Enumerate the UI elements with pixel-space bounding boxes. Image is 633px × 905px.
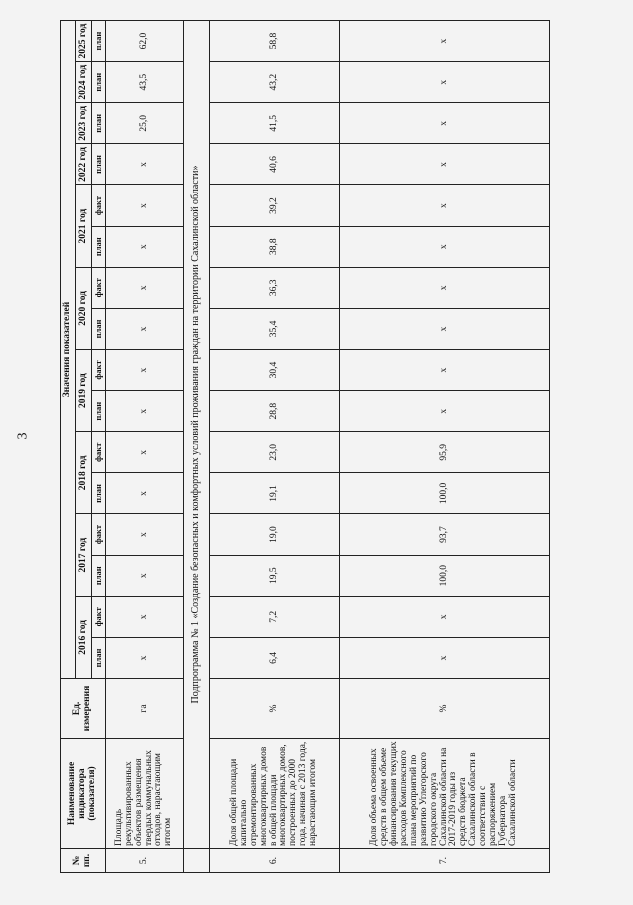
fact-2021: факт [91,185,105,226]
value-cell: х [106,555,184,596]
table-row [340,21,550,873]
fact-2018: факт [91,432,105,473]
value-cell: х [106,267,184,308]
plan-2025: план [91,21,105,62]
value-cell: 43,5 [106,62,184,103]
row-unit: % [340,679,550,739]
row-num: 5. [106,849,184,873]
value-cell: 25,0 [106,103,184,144]
value-cell: 41,5 [210,103,340,144]
value-cell: 7,2 [210,596,340,637]
year-2020: 2020 год [76,267,91,349]
value-cell: 6,4 [210,637,340,678]
page-number: 3 [15,432,31,440]
value-cell: х [106,226,184,267]
value-cell: 28,8 [210,391,340,432]
value-cell: 100,0 [340,555,550,596]
value-cell: х [340,21,550,62]
value-cell: х [106,432,184,473]
plan-2016: план [91,637,105,678]
subprogram-num-cell [184,849,210,873]
year-2024: 2024 год [76,62,91,103]
value-cell: 36,3 [210,267,340,308]
value-cell: 38,8 [210,226,340,267]
year-2019: 2019 год [76,350,91,432]
year-2016: 2016 год [76,596,91,678]
value-cell: х [106,185,184,226]
plan-2023: план [91,103,105,144]
header-name: Наименование индикатора (показателя) [61,739,106,849]
value-cell: х [106,514,184,555]
header-unit: Ед. измерения [61,679,106,739]
plan-2020: план [91,308,105,349]
row-unit: % [210,679,340,739]
rotated-table-container [60,20,550,873]
header-num: № пп. [61,849,106,873]
row-num: 7. [340,849,550,873]
value-cell: х [106,637,184,678]
value-cell: х [340,596,550,637]
year-2023: 2023 год [76,103,91,144]
value-cell: 95,9 [340,432,550,473]
year-2018: 2018 год [76,432,91,514]
row-name: Доля общей площади капитально отремонтированных многоквартирных домов в общей площади многоквартирных домов, построенных до 2000 года, начиная с 2013 года, нарастающим итогом [210,739,340,849]
fact-2016: факт [91,596,105,637]
subprogram-row [184,21,210,873]
value-cell: х [340,637,550,678]
plan-2022: план [91,144,105,185]
value-cell: х [106,391,184,432]
value-cell: 30,4 [210,350,340,391]
header-row-1 [61,21,76,873]
row-name: Площадь рекультивированных объектов размещения твердых коммунальных отходов, нарастающим итогом [106,739,184,849]
value-cell: х [340,185,550,226]
plan-2017: план [91,555,105,596]
value-cell: х [106,144,184,185]
value-cell: х [340,308,550,349]
value-cell: 62,0 [106,21,184,62]
value-cell: х [340,267,550,308]
value-cell: 93,7 [340,514,550,555]
indicators-table [60,20,550,873]
fact-2019: факт [91,350,105,391]
row-unit: га [106,679,184,739]
plan-2019: план [91,391,105,432]
year-2025: 2025 год [76,21,91,62]
value-cell: х [340,391,550,432]
row-num: 6. [210,849,340,873]
value-cell: х [340,226,550,267]
year-2017: 2017 год [76,514,91,596]
fact-2017: факт [91,514,105,555]
plan-2018: план [91,473,105,514]
table-row [210,21,340,873]
year-2022: 2022 год [76,144,91,185]
row-name: Доля объема освоенных средств в общем объеме финансирования текущих расходов Комплексного плана мероприятий по развитию Углегорского городского округа Сахалинской области на 2017-2019 годы из средств бюджета Сахалинской области в соответствии с распоряжением Губернатора Сахалинской области [340,739,550,849]
value-cell: 100,0 [340,473,550,514]
value-cell: 19,0 [210,514,340,555]
value-cell: х [340,103,550,144]
value-cell: 39,2 [210,185,340,226]
subprogram-title: Подпрограмма № 1 «Создание безопасных и комфортных условий проживания граждан на территории Сахалинской области» [184,21,210,849]
value-cell: х [106,350,184,391]
value-cell: 40,6 [210,144,340,185]
value-cell: 23,0 [210,432,340,473]
value-cell: 19,1 [210,473,340,514]
value-cell: 43,2 [210,62,340,103]
value-cell: х [340,144,550,185]
value-cell: х [340,350,550,391]
table-row [106,21,184,873]
header-values: Значения показателей [61,21,76,679]
value-cell: 58,8 [210,21,340,62]
value-cell: х [340,62,550,103]
value-cell: х [106,473,184,514]
plan-2021: план [91,226,105,267]
value-cell: 19,5 [210,555,340,596]
value-cell: х [106,596,184,637]
value-cell: х [106,308,184,349]
year-2021: 2021 год [76,185,91,267]
fact-2020: факт [91,267,105,308]
value-cell: 35,4 [210,308,340,349]
plan-2024: план [91,62,105,103]
